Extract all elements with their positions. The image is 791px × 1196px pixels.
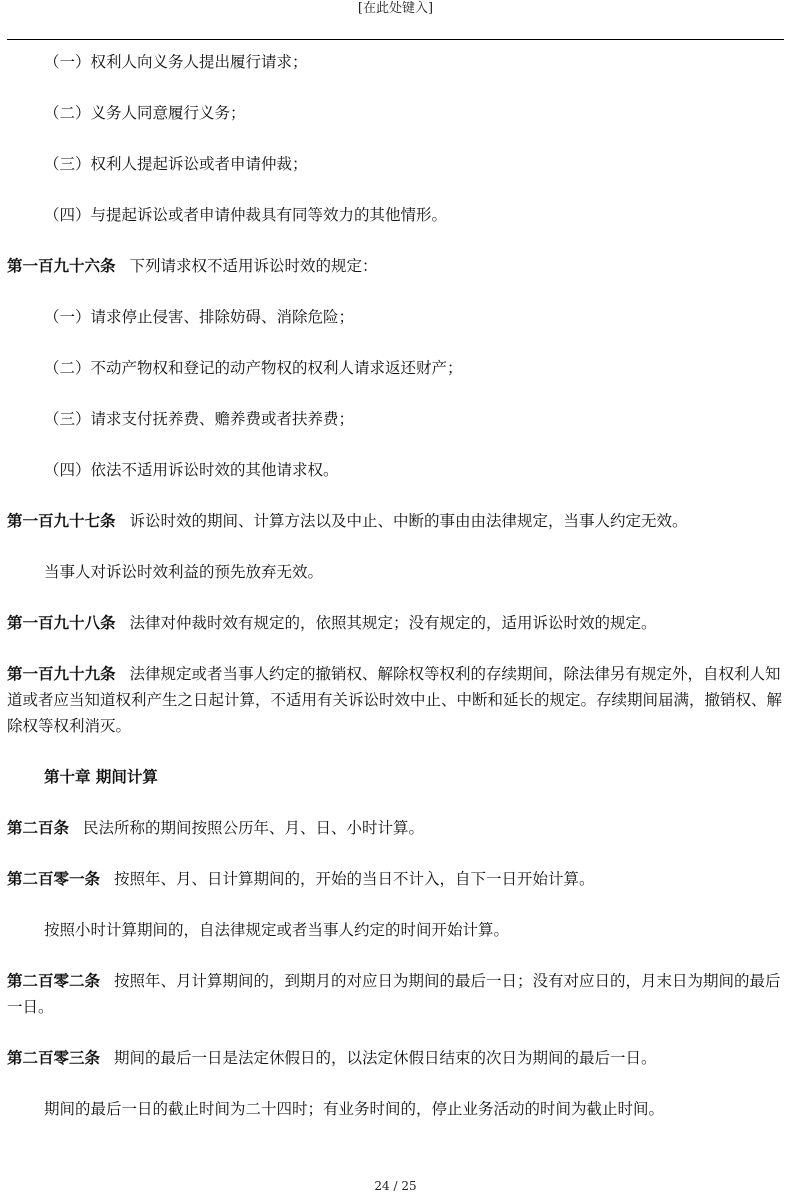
paragraph-text: 下列请求权不适用诉讼时效的规定： [129,257,378,275]
body-paragraph [7,917,784,943]
article-number: 第二百零一条 [7,870,101,888]
paragraph-text: （三）权利人提起诉讼或者申请仲裁； [44,155,308,173]
page-number: 24 / 25 [374,1179,417,1193]
paragraph-text: （二）不动产物权和登记的动产物权的权利人请求返还财产； [44,359,463,377]
paragraph-text: 法律对仲裁时效有规定的，依照其规定；没有规定的，适用诉讼时效的规定。 [129,614,657,632]
paragraph-text: 法律规定或者当事人约定的撤销权、解除权等权利的存续期间，除法律另有规定外，自权利人知道或者应当知道权利产生之日起计算，不适用有关诉讼时效中止、中断和延长的规定。存续期间届满，撤销权、解除权等权利消灭。 [7,665,783,735]
article-paragraph [7,1045,784,1071]
article-number: 第一百九十六条 [7,257,116,275]
chapter-heading [7,764,784,790]
list-item [7,355,784,381]
paragraph-text: 期间的最后一日是法定休假日的，以法定休假日结束的次日为期间的最后一日。 [114,1049,657,1067]
article-paragraph [7,508,784,534]
list-item [7,100,784,126]
page-header: [在此处键入] [357,1,434,16]
chapter-title: 第十章 期间计算 [44,768,158,786]
article-paragraph [7,968,784,1020]
paragraph-text: 按照年、月计算期间的，到期月的对应日为期间的最后一日；没有对应日的，月末日为期间的最后一日。 [7,972,781,1016]
paragraph-text: （三）请求支付抚养费、赡养费或者扶养费； [44,410,355,428]
article-number: 第二百零三条 [7,1049,101,1067]
paragraph-text: 当事人对诉讼时效利益的预先放弃无效。 [44,563,324,581]
body-paragraph [7,1096,784,1122]
article-paragraph [7,253,784,279]
paragraph-text: 按照年、月、日计算期间的，开始的当日不计入，自下一日开始计算。 [114,870,595,888]
paragraph-text: 诉讼时效的期间、计算方法以及中止、中断的事由由法律规定，当事人约定无效。 [129,512,688,530]
paragraph-text: 期间的最后一日的截止时间为二十四时；有业务时间的，停止业务活动的时间为截止时间。 [44,1100,665,1118]
list-item [7,151,784,177]
paragraph-text: （一）权利人向义务人提出履行请求； [44,53,308,71]
paragraph-text: （四）与提起诉讼或者申请仲裁具有同等效力的其他情形。 [44,206,448,224]
article-number: 第一百九十七条 [7,512,116,530]
paragraph-text: （四）依法不适用诉讼时效的其他请求权。 [44,461,339,479]
article-paragraph [7,610,784,636]
article-paragraph [7,866,784,892]
paragraph-text: 按照小时计算期间的，自法律规定或者当事人约定的时间开始计算。 [44,921,510,939]
article-number: 第一百九十八条 [7,614,116,632]
article-paragraph [7,815,784,841]
article-number: 第二百零二条 [7,972,101,990]
header-divider [7,39,784,40]
article-paragraph [7,661,784,739]
list-item [7,49,784,75]
list-item [7,457,784,483]
paragraph-text: （二）义务人同意履行义务； [44,104,246,122]
body-paragraph [7,559,784,585]
list-item [7,406,784,432]
paragraph-text: （一）请求停止侵害、排除妨碍、消除危险； [44,308,355,326]
article-number: 第二百条 [7,819,70,837]
document-body [7,49,784,1147]
article-number: 第一百九十九条 [7,665,116,683]
list-item [7,304,784,330]
list-item [7,202,784,228]
paragraph-text: 民法所称的期间按照公历年、月、日、小时计算。 [83,819,425,837]
